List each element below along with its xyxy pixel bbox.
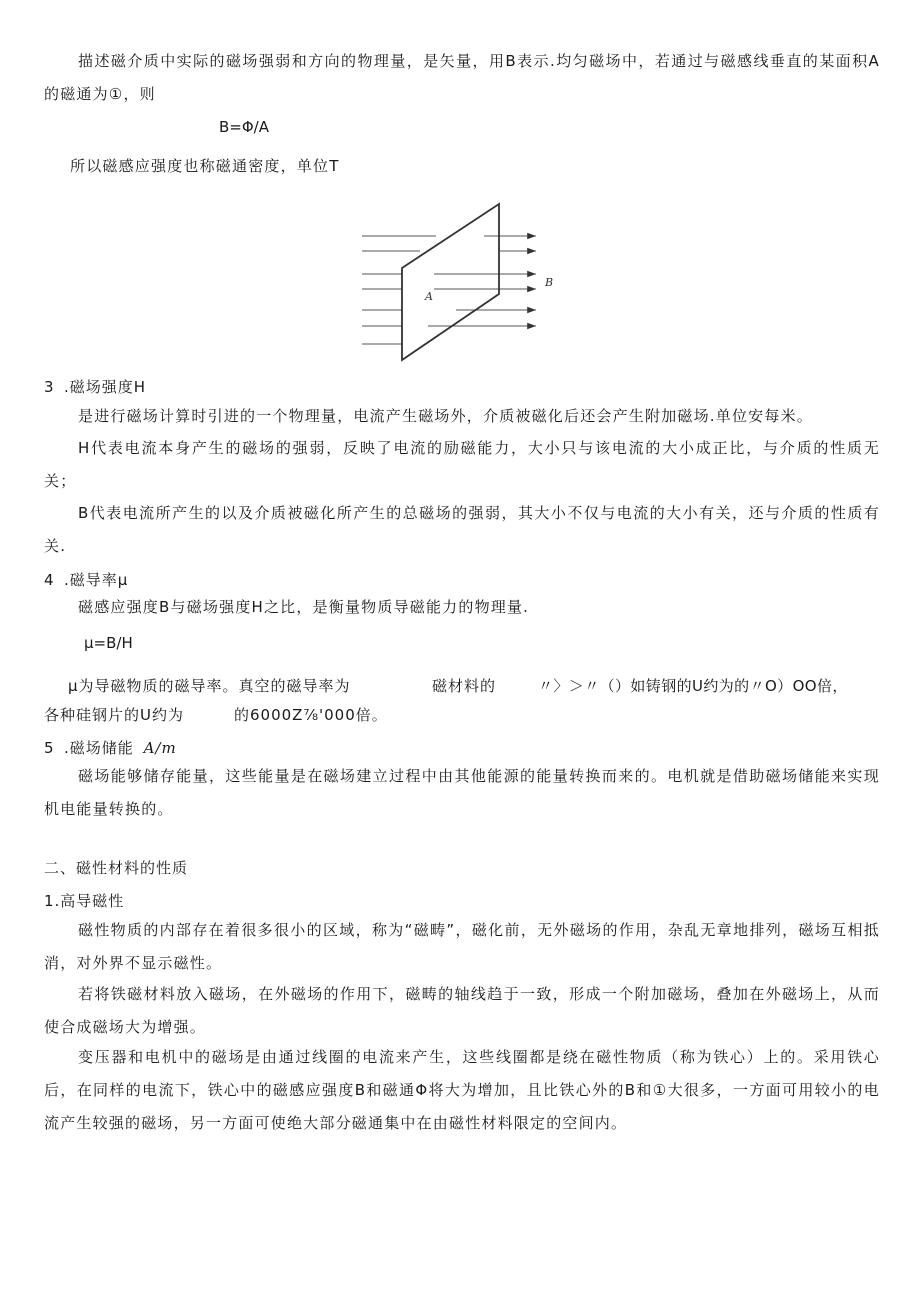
intro-paragraph: 描述磁介质中实际的磁场强弱和方向的物理量，是矢量，用B表示.均匀磁场中，若通过与磁感线垂直的某面积A的磁通为①，则 — [44, 52, 880, 103]
formula-mu: μ=B/H — [84, 634, 133, 652]
domain-paragraph: 磁性物质的内部存在着很多很小的区域，称为“磁畴”，磁化前，无外磁场的作用，杂乱无章地排列，磁场互相抵消，对外界不显示磁性。 — [44, 921, 880, 972]
heading-number: 3 — [44, 378, 55, 396]
magnetic-flux-figure — [358, 198, 558, 364]
field-strength-p3: B代表电流所产生的以及介质被磁化所产生的总磁场的强弱，其大小不仅与电流的大小有关，还与介质的性质有关. — [44, 504, 880, 555]
energy-paragraph: 磁场能够储存能量，这些能量是在磁场建立过程中由其他能源的能量转换而来的。电机就是借助磁场储能来实现机电能量转换的。 — [44, 767, 880, 818]
formula-b: B=Φ/A — [219, 118, 269, 136]
unit-paragraph: 所以磁感应强度也称磁通密度，单位T — [70, 157, 340, 175]
field-strength-p1: 是进行磁场计算时引进的一个物理量，电流产生磁场外，介质被磁化后还会产生附加磁场.单位安每米。 — [78, 407, 813, 425]
permeability-line2-b: 的6000Z⅞'000倍。 — [234, 706, 388, 724]
heading-title: .磁导率μ — [64, 571, 129, 589]
heading-title: .磁场储能 — [64, 739, 134, 757]
heading-number: 4 — [44, 571, 55, 589]
alignment-paragraph: 若将铁磁材料放入磁场，在外磁场的作用下，磁畴的轴线趋于一致，形成一个附加磁场，叠加在外磁场上，从而使合成磁场大为增强。 — [44, 985, 880, 1036]
permeability-line1-b: 磁材料的 — [432, 677, 497, 695]
area-plane — [402, 204, 499, 360]
permeability-line1-a: μ为导磁物质的磁导率。真空的磁导率为 — [68, 677, 351, 695]
part2-title: 二、磁性材料的性质 — [44, 859, 189, 877]
heading-symbol: A∕m — [143, 739, 177, 757]
field-strength-p2: H代表电流本身产生的磁场的强弱，反映了电流的励磁能力，大小只与该电流的大小成正比，与介质的性质无关； — [44, 439, 880, 490]
heading-number: 5 — [44, 739, 55, 757]
permeability-p1: 磁感应强度B与磁场强度H之比，是衡量物质导磁能力的物理量. — [78, 598, 530, 616]
subheading-high-permeability: 1.高导磁性 — [44, 892, 125, 910]
permeability-line2-a: 各种硅钢片的U约为 — [44, 706, 184, 724]
heading-magnetic-energy — [44, 738, 177, 758]
heading-title: .磁场强度H — [64, 378, 147, 396]
permeability-line1-c: 〃〉＞〃（）如铸钢的U约为的〃O）OO倍， — [538, 677, 848, 695]
heading-permeability — [44, 570, 128, 590]
core-paragraph: 变压器和电机中的磁场是由通过线圈的电流来产生，这些线圈都是绕在磁性物质（称为铁心）上的。采用铁心后，在同样的电流下，铁心中的磁感应强度B和磁通Φ将大为增加，且比铁心外的B和①大很多，一方面可用较小的电流产生较强的磁场，另一方面可使绝大部分磁通集中在由磁性材料限定的空间内。 — [44, 1048, 880, 1132]
label-area-a: A — [425, 290, 433, 303]
heading-magnetic-field-strength — [44, 377, 146, 397]
label-field-b: B — [545, 276, 554, 289]
